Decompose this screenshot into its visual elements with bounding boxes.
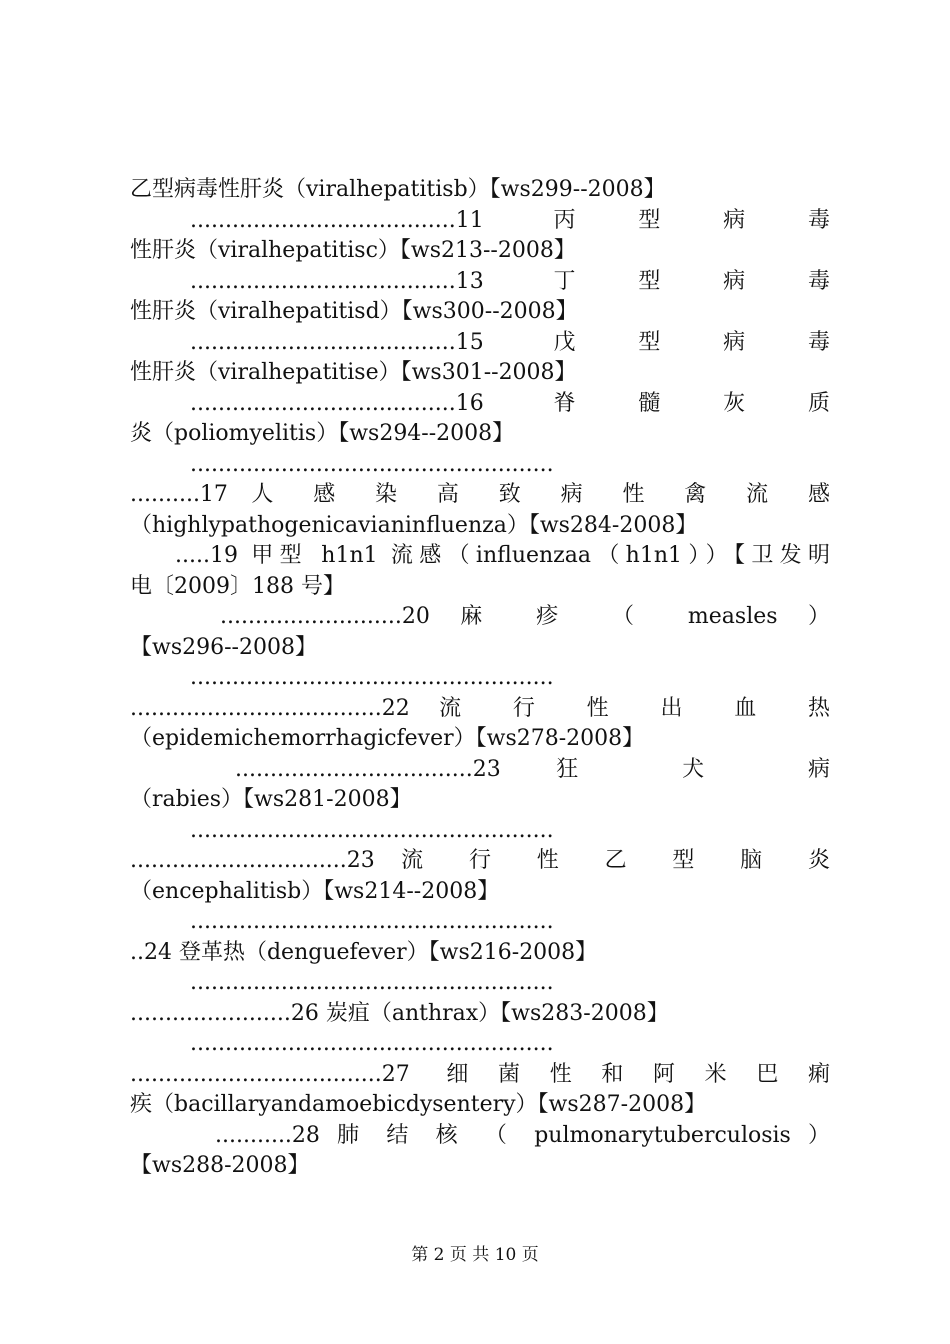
toc-line: 【ws288-2008】 [130,1153,310,1178]
table-of-contents [130,175,830,1182]
toc-line: 电〔2009〕188 号】 [130,573,345,599]
toc-line: （highlypathogenicavianinfluenza）【ws284-2008】 [130,512,698,538]
toc-line: （epidemichemorrhagicfever）【ws278-2008】 [130,726,645,751]
toc-line: ..........17 人 感 染 高 致 病 性 禽 流 感 [130,482,830,507]
toc-line: ......................................15 戊型病毒 [190,329,830,355]
toc-line: .................................................... [190,817,554,843]
toc-line: ......................................11 丙型病毒 [190,207,830,233]
toc-line: .................................................... [190,1031,554,1056]
toc-line: 性肝炎（viralhepatitisd）【ws300--2008】 [130,299,578,324]
toc-line: 性肝炎（viralhepatitise）【ws301--2008】 [130,360,577,385]
toc-line: .......................26 炭疽（anthrax）【ws283-2008】 [130,1000,669,1026]
toc-line: ..................................23 狂 犬 病 [235,756,830,782]
toc-line: ..24 登革热（denguefever）【ws216-2008】 [130,939,598,965]
toc-line: ..........................20 麻 疹 （ measles ） [220,604,830,629]
toc-line: （encephalitisb）【ws214--2008】 [130,878,500,904]
toc-line: ...............................23 流 行 性 乙 型 脑 炎 [130,848,830,873]
toc-line: 乙型病毒性肝炎（viralhepatitisb）【ws299--2008】 [130,177,666,202]
toc-line: .................................................... [190,665,554,690]
toc-line: （rabies）【ws281-2008】 [130,787,412,812]
toc-line: 性肝炎（viralhepatitisc）【ws213--2008】 [130,238,576,263]
toc-line: ......................................13 丁型病毒 [190,268,830,294]
toc-line: 炎（poliomyelitis）【ws294--2008】 [130,421,515,446]
toc-line: ...........28 肺 结 核 （ pulmonarytuberculosis ） [215,1122,830,1148]
toc-line: .....19 甲型 h1n1 流感（influenzaa（h1n1））【卫发明 [175,543,830,568]
toc-line: 疾（bacillaryandamoebicdysentery）【ws287-2008】 [130,1092,707,1117]
toc-line: ....................................27 细菌性和阿米巴痢 [130,1061,830,1087]
toc-line: .................................................... [190,970,554,995]
page-footer: 第 2 页 共 10 页 [411,1245,539,1265]
toc-line: .................................................... [190,451,554,477]
toc-line: ....................................22 流 行 性 出 血 热 [130,695,830,721]
toc-line: 【ws296--2008】 [130,634,317,660]
toc-line: ......................................16 脊髓灰质 [190,390,830,416]
toc-line: .................................................... [190,909,554,934]
